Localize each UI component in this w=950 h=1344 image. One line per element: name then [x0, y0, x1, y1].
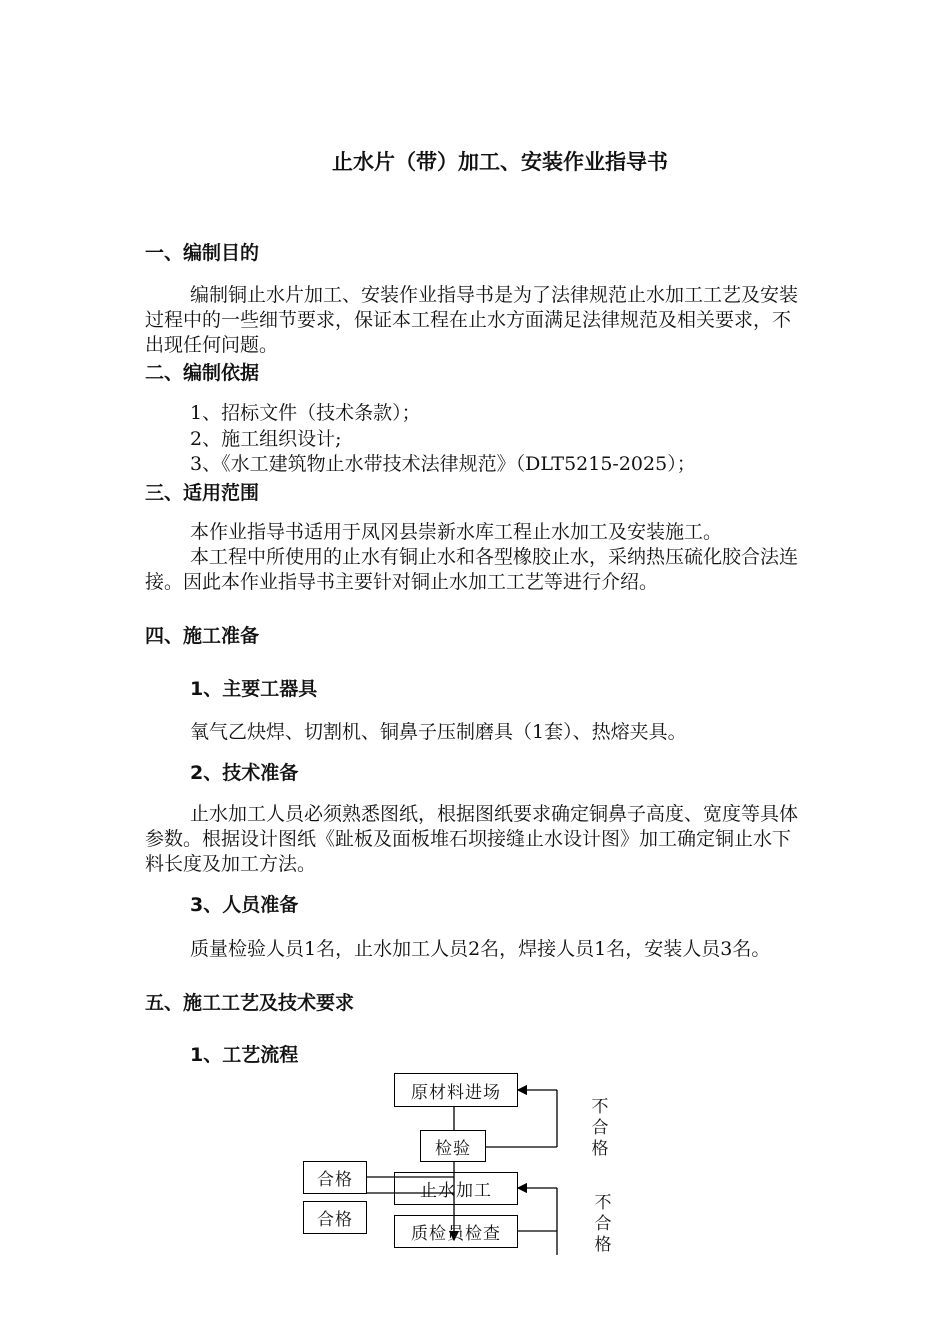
section-heading-process: 五、施工工艺及技术要求: [145, 992, 355, 1014]
document-title: 止水片（带）加工、安装作业指导书: [332, 150, 668, 174]
flow-box-quality-check: 质检员检查: [394, 1215, 518, 1248]
flow-box-raw-material: 原材料进场: [394, 1073, 518, 1107]
flow-box-inspection: 检验: [420, 1130, 486, 1162]
basis-item-3: 3、《水工建筑物止水带技术法律规范》（DLT5215-2025）；: [190, 453, 696, 475]
subheading-tools: 1、主要工器具: [190, 678, 318, 700]
basis-item-2: 2、施工组织设计;: [190, 428, 342, 450]
flow-box-pass-1: 合格: [303, 1161, 367, 1194]
tools-paragraph: 氧气乙炔焊、切割机、铜鼻子压制磨具（1套）、热熔夹具。: [190, 721, 687, 743]
subheading-process-flow: 1、工艺流程: [190, 1044, 299, 1066]
section-heading-scope: 三、适用范围: [145, 482, 260, 504]
section-heading-purpose: 一、编制目的: [145, 242, 260, 264]
scope-paragraph-1: 本作业指导书适用于凤冈县崇新水库工程止水加工及安装施工。: [190, 521, 723, 543]
fail-label-1: 不合格: [591, 1097, 609, 1159]
subheading-personnel: 3、人员准备: [190, 894, 299, 916]
subheading-technical: 2、技术准备: [190, 762, 299, 784]
fail-label-2: 不合格: [594, 1193, 612, 1255]
flow-box-pass-2: 合格: [303, 1201, 367, 1234]
section-heading-preparation: 四、施工准备: [145, 625, 260, 647]
section-heading-basis: 二、编制依据: [145, 362, 260, 384]
purpose-paragraph: 编制铜止水片加工、安装作业指导书是为了法律规范止水加工工艺及安装过程中的一些细节要求，保证本工程在止水方面满足法律规范及相关要求，不出现任何问题。: [145, 284, 799, 356]
technical-paragraph: 止水加工人员必须熟悉图纸，根据图纸要求确定铜鼻子高度、宽度等具体参数。根据设计图纸《趾板及面板堆石坝接缝止水设计图》加工确定铜止水下料长度及加工方法。: [145, 803, 799, 875]
personnel-paragraph: 质量检验人员1名，止水加工人员2名，焊接人员1名，安装人员3名。: [190, 938, 771, 960]
scope-paragraph-2: 本工程中所使用的止水有铜止水和各型橡胶止水，采纳热压硫化胶合法连接。因此本作业指导书主要针对铜止水加工工艺等进行介绍。: [145, 546, 799, 593]
basis-item-1: 1、招标文件（技术条款）；: [190, 402, 421, 424]
flow-box-processing: 止水加工: [394, 1172, 518, 1205]
